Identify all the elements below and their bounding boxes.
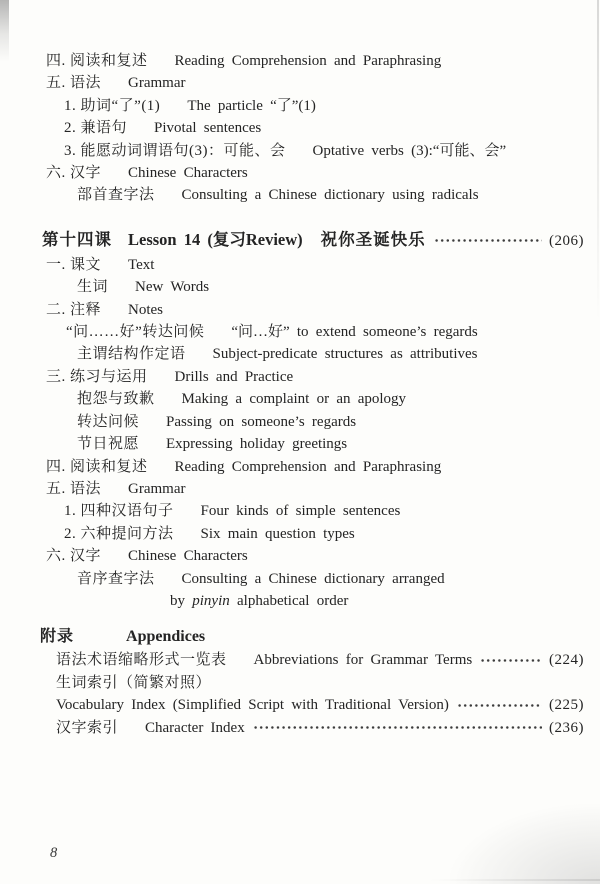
toc-entry-cn: 1. 四种汉语句子	[64, 503, 174, 520]
appendices-section	[0, 624, 600, 739]
scan-artifact-bottom-right	[450, 804, 600, 884]
continuation-pinyin: pinyin	[192, 592, 230, 609]
toc-entry-cn: 一. 课文	[46, 256, 102, 273]
toc-entry-en: Making a complaint or an apology	[181, 391, 407, 408]
toc-entry-cn: 六. 汉字	[46, 548, 102, 565]
toc-entry-en: Character Index	[145, 719, 245, 736]
toc-section-lesson13-tail	[0, 50, 600, 207]
toc-entry-en: Text	[128, 256, 155, 273]
toc-entry-en: Consulting a Chinese dictionary arranged	[181, 570, 445, 587]
toc-entry-en: New Words	[135, 279, 210, 296]
toc-row	[0, 95, 600, 117]
toc-entry-en: Six main question types	[200, 525, 355, 542]
toc-entry-en: Expressing holiday greetings	[166, 436, 348, 453]
toc-entry-cn: 四. 阅读和复述	[46, 53, 148, 69]
page-reference: (236)	[549, 719, 584, 736]
toc-row	[0, 140, 600, 162]
toc-entry-cn: 二. 注释	[46, 301, 102, 318]
page-reference: (225)	[549, 697, 584, 714]
toc-row	[0, 276, 600, 298]
toc-entry-cn: 3. 能愿动词谓语句(3)：可能、会	[64, 142, 286, 159]
toc-row	[0, 500, 600, 522]
continuation-prefix: by	[170, 592, 193, 609]
toc-entry-cn: 语法术语缩略形式一览表	[56, 652, 227, 669]
toc-row	[0, 162, 600, 184]
toc-entry-en: Vocabulary Index (Simplified Script with Traditional Version)	[56, 697, 449, 714]
toc-row	[0, 184, 600, 206]
toc-entry-cn: 生词索引（简繁对照）	[56, 674, 212, 691]
toc-entry-en: Grammar	[128, 480, 186, 497]
toc-entry-cn: 四. 阅读和复述	[46, 458, 148, 475]
dotted-leader	[435, 239, 542, 242]
continuation-suffix: alphabetical order	[229, 592, 349, 609]
toc-row	[0, 411, 600, 433]
toc-entry-cn: 抱怨与致歉	[77, 391, 155, 408]
lesson14-heading	[0, 227, 600, 254]
appendices-heading	[0, 624, 600, 649]
toc-entry-en: Reading Comprehension and Paraphrasing	[174, 458, 442, 475]
toc-entry-cn: 音序查字法	[77, 570, 155, 587]
toc-entry-cn: 主谓结构作定语	[77, 346, 186, 363]
toc-row	[0, 388, 600, 410]
appendices-heading-cn: 附录	[40, 628, 75, 646]
toc-row	[0, 717, 600, 739]
toc-entry-cn: 节日祝愿	[77, 436, 140, 453]
toc-row-continuation	[0, 590, 600, 612]
continuation-text	[170, 590, 348, 612]
toc-row	[0, 299, 600, 321]
toc-row	[0, 366, 600, 388]
toc-row	[0, 254, 600, 276]
toc-entry-en: Consulting a Chinese dictionary using radicals	[181, 187, 479, 204]
lesson-number-cn: 第十四课	[42, 229, 112, 249]
toc-entry-cn: 生词	[77, 279, 109, 296]
toc-row	[0, 117, 600, 139]
toc-entry-en: Drills and Practice	[174, 368, 294, 385]
toc-entry-en: Subject-predicate structures as attributives	[212, 346, 478, 363]
scan-artifact-bottom-line	[430, 879, 600, 881]
toc-entry-en: The particle “了”(1)	[187, 97, 316, 114]
toc-row	[0, 568, 600, 590]
toc-entry-cn: “问……好”转达问候	[66, 324, 205, 341]
lesson-title-cn: 祝你圣诞快乐	[320, 229, 426, 249]
toc-entry-cn: 六. 汉字	[46, 165, 102, 182]
toc-row	[0, 321, 600, 343]
toc-entry-cn: 五. 语法	[46, 480, 102, 497]
toc-entry-en: Grammar	[128, 75, 186, 92]
toc-entry-en: Optative verbs (3):“可能、会”	[312, 142, 507, 159]
toc-entry-en: Four kinds of simple sentences	[200, 503, 401, 520]
toc-entry-cn: 五. 语法	[46, 75, 102, 92]
toc-entry-en: Chinese Characters	[128, 548, 248, 565]
toc-row	[0, 343, 600, 365]
toc-row	[0, 456, 600, 478]
toc-row	[0, 694, 600, 716]
page-reference: (224)	[549, 652, 584, 669]
appendices-heading-en: Appendices	[126, 628, 206, 646]
toc-row	[0, 523, 600, 545]
toc-entry-en: Reading Comprehension and Paraphrasing	[174, 53, 442, 69]
toc-row	[0, 545, 600, 567]
toc-row	[0, 433, 600, 455]
toc-row	[0, 72, 600, 94]
dotted-leader	[254, 726, 542, 729]
footer-page-number: 8	[50, 845, 58, 861]
toc-entry-en: Chinese Characters	[128, 165, 248, 182]
toc-entry-cn: 汉字索引	[56, 719, 119, 736]
toc-entry-en: “问…好” to extend someone’s regards	[231, 324, 478, 341]
toc-entry-en: Passing on someone’s regards	[166, 413, 357, 430]
toc-row	[0, 50, 600, 72]
toc-entry-en: Notes	[128, 301, 164, 318]
toc-row	[0, 672, 600, 694]
toc-entry-cn: 部首查字法	[77, 187, 155, 204]
dotted-leader	[481, 659, 542, 662]
dotted-leader	[458, 704, 542, 707]
toc-entry-cn: 三. 练习与运用	[46, 368, 148, 385]
toc-section-lesson14	[0, 254, 600, 613]
toc-entry-en: Abbreviations for Grammar Terms	[253, 652, 473, 669]
page-reference: (206)	[549, 232, 584, 249]
toc-row	[0, 478, 600, 500]
toc-entry-cn: 2. 兼语句	[64, 120, 128, 137]
toc-entry-cn: 1. 助词“了”(1)	[64, 97, 161, 114]
toc-entry-cn: 转达问候	[77, 413, 140, 430]
toc-entry-en: Pivotal sentences	[154, 120, 262, 137]
lesson-number-en: Lesson 14 (复习Review)	[128, 229, 303, 249]
toc-row	[0, 649, 600, 671]
toc-entry-cn: 2. 六种提问方法	[64, 525, 174, 542]
